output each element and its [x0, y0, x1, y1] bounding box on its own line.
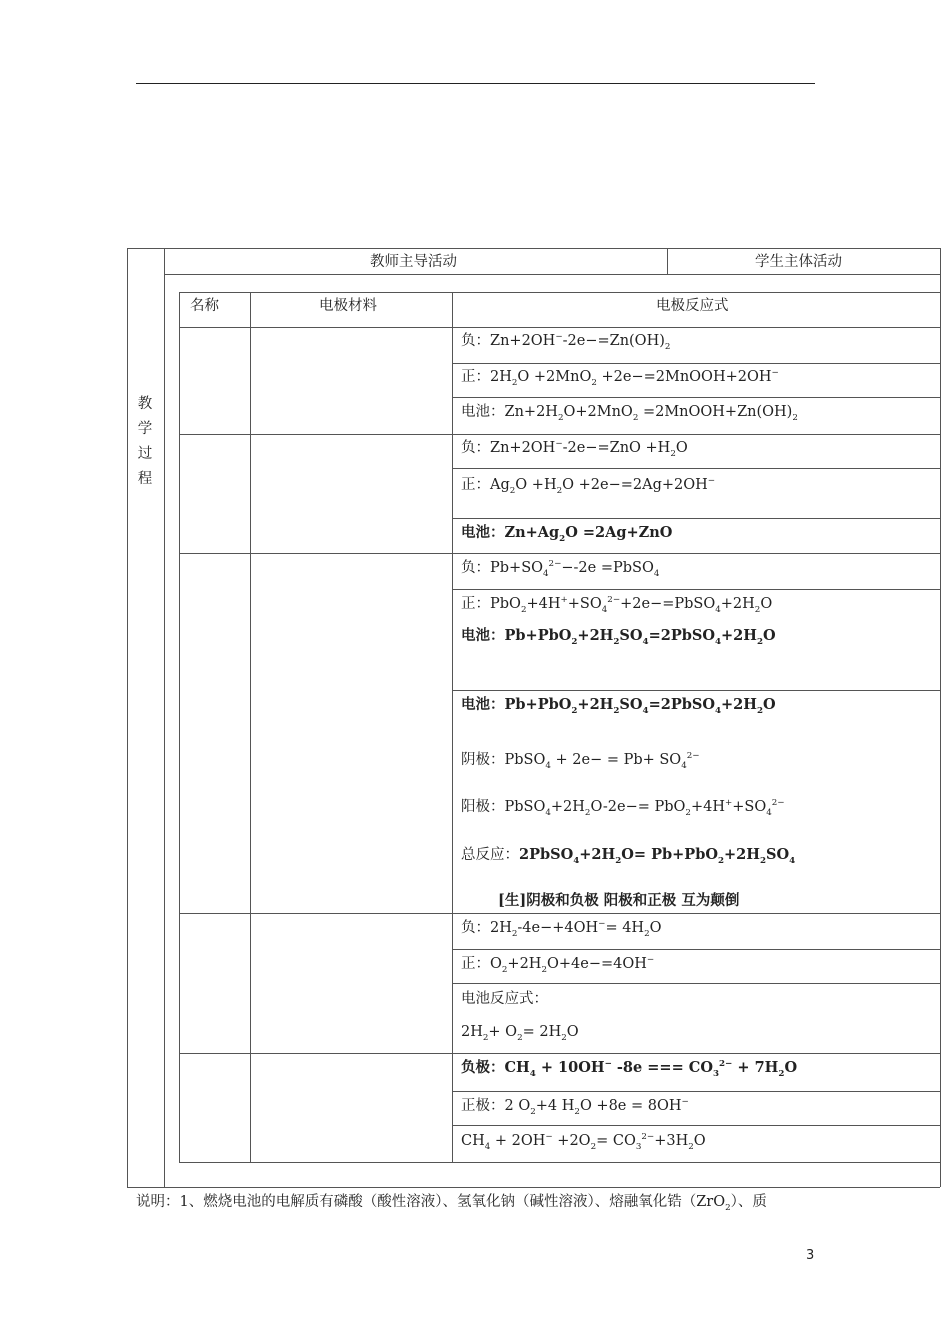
g4-cell-reaction: $2H_2+ O_2= 2H_2O$: [461, 1024, 579, 1043]
header-student: 学生主体活动: [755, 254, 842, 270]
header-rule: [136, 83, 815, 84]
g4-cell-label: 电池反应式：: [461, 991, 548, 1007]
g5-negative-reaction: 负极：$CH_4 + 10OH^-$ -8e === $CO_3^{2-} + 7H_2O$: [461, 1059, 798, 1079]
g1-positive-reaction: 正：$2H_2O +2MnO_2$ +2e−=2MnOOH+2OH−: [461, 368, 779, 388]
col-header-reaction: 电极反应式: [656, 298, 729, 314]
g3-total-reaction: 总反应：$2PbSO_4+2H_2O= Pb+PbO_2+2H_2SO_4$: [461, 846, 796, 866]
col-header-name: 名称: [190, 298, 219, 314]
g3-anode-reaction: 阳极：$PbSO_4+2H_2O-2e-= PbO_2+4H^++SO_4^{2-}$: [461, 798, 785, 818]
g3-cell-reaction-2: 电池：$Pb+PbO_2+2H_2SO_4=2PbSO_4+2H_2O$: [461, 696, 776, 716]
g3-negative-reaction: 负：$Pb+SO_4^{2-}--2e$ =PbSO$_4$: [461, 559, 660, 579]
g3-cathode-reaction: 阴极：PbSO$_4$ + $2e- = Pb+ SO_4^{2-}$: [461, 751, 700, 771]
side-char: 过: [137, 446, 153, 462]
g3-cell-reaction: 电池：$Pb+PbO_2+2H_2SO_4=2PbSO_4+2H_2O$: [461, 627, 776, 647]
g3-student-note: [生]阴极和负极 阳极和正极 互为颠倒: [498, 892, 740, 909]
col-header-material: 电极材料: [319, 298, 377, 314]
g2-positive-reaction: 正：$Ag_2O +H_2O +2e-=2Ag+2OH^-$: [461, 476, 716, 496]
page-number: 3: [806, 1248, 815, 1263]
g2-negative-reaction: 负：$Zn+2OH^--2e-=ZnO +H_2O$: [461, 439, 688, 459]
g4-positive-reaction: 正：$O_2+2H_2O+4e-=4OH^-$: [461, 955, 655, 975]
side-char: 教: [137, 396, 153, 412]
side-char: 程: [137, 471, 153, 487]
g2-cell-reaction: 电池：$Zn+Ag_2O =2Ag+ZnO$: [461, 524, 673, 544]
g5-cell-reaction: $CH_4 + 2OH^- +2O_2= CO_3^{2-}+3H_2O$: [461, 1132, 706, 1152]
g5-positive-reaction: 正极：2 $O_2+4$ $H_2O +8e = 8OH^-$: [461, 1097, 689, 1117]
header-teacher: 教师主导活动: [370, 254, 457, 270]
side-char: 学: [137, 421, 153, 437]
g1-negative-reaction: 负：$Zn+2OH^--2e-=Zn(OH)_2$: [461, 332, 671, 352]
footer-note: 说明：1、燃烧电池的电解质有磷酸（酸性溶液）、氢氧化钠（碱性溶液）、熔融氧化锆（ZrO$_2$）、质: [136, 1194, 767, 1213]
g4-negative-reaction: 负：$2H_2-4e-+4OH^-= 4H_2O$: [461, 919, 662, 939]
g3-positive-reaction: 正：$PbO_2+4H^++SO_4^{2-}+2e-=PbSO_4+2H_2O$: [461, 595, 773, 615]
g1-cell-reaction: 电池：$Zn+2H_2O+2MnO_2$ $=2MnOOH+Zn(OH)_2$: [461, 404, 798, 423]
